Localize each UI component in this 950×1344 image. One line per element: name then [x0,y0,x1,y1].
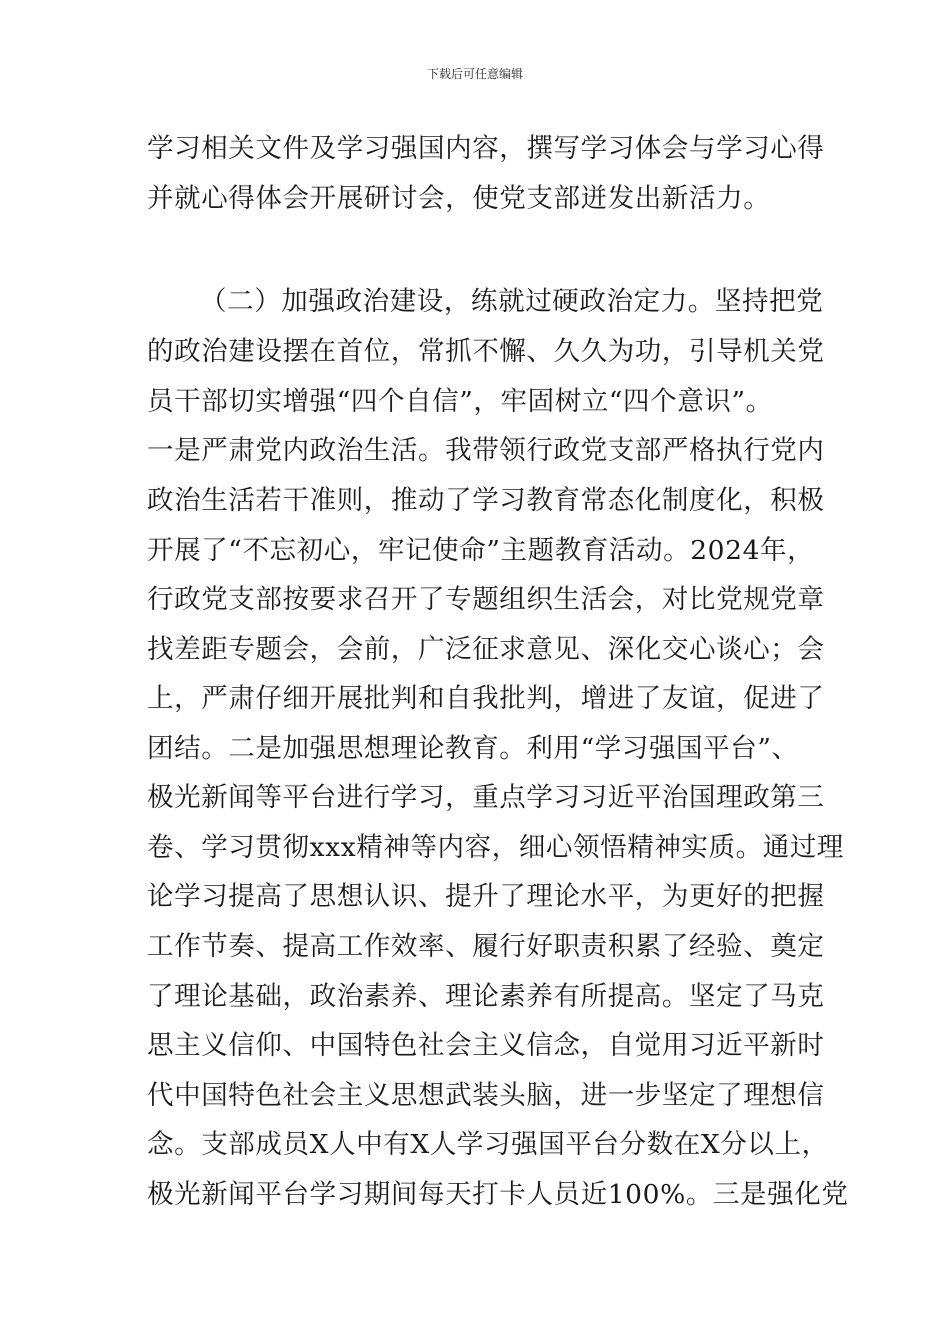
page-header: 下载后可任意编辑 [426,67,523,81]
text-line: 学习相关文件及学习强国内容，撰写学习体会与学习心得 [147,133,825,164]
text-line: 卷、学习贯彻xxx精神等内容，细心领悟精神实质。通过理 [147,832,845,863]
text-line: 开展了“不忘初心，牢记使命”主题教育活动。2024年， [147,535,815,566]
text-line: 行政党支部按要求召开了专题组织生活会，对比党规党章 [147,584,825,615]
text-line: 念。支部成员X人中有X人学习强国平台分数在X分以上， [147,1129,829,1160]
text-line: 并就心得体会开展研讨会，使党支部迸发出新活力。 [147,183,771,214]
text-line: 极光新闻等平台进行学习，重点学习习近平治国理政第三 [147,782,825,813]
text-line: 员干部切实增强“四个自信”，牢固树立“四个意识”。 [147,386,773,417]
text-line: 了理论基础，政治素养、理论素养有所提高。坚定了马克 [147,981,825,1012]
text-line: 工作节奏、提高工作效率、履行好职责积累了经验、奠定 [147,931,825,962]
text-line: 政治生活若干准则，推动了学习教育常态化制度化，积极 [147,485,825,516]
text-line: 一是严肃党内政治生活。我带领行政党支部严格执行党内 [147,435,825,466]
text-line: 论学习提高了思想认识、提升了理论水平，为更好的把握 [147,881,825,912]
text-line: 极光新闻平台学习期间每天打卡人员近100%。三是强化党 [147,1179,849,1210]
text-line: 思主义信仰、中国特色社会主义信念，自觉用习近平新时 [147,1030,825,1061]
text-line: 代中国特色社会主义思想武装头脑，进一步坚定了理想信 [147,1080,825,1111]
text-line: 的政治建设摆在首位，常抓不懈、久久为功，引导机关党 [147,336,825,367]
text-line: 团结。二是加强思想理论教育。利用“学习强国平台”、 [147,733,799,764]
text-line: （二）加强政治建设，练就过硬政治定力。坚持把党 [200,286,824,317]
text-line: 找差距专题会，会前，广泛征求意见、深化交心谈心；会 [147,634,825,665]
text-line: 上，严肃仔细开展批判和自我批判，增进了友谊，促进了 [147,683,825,714]
